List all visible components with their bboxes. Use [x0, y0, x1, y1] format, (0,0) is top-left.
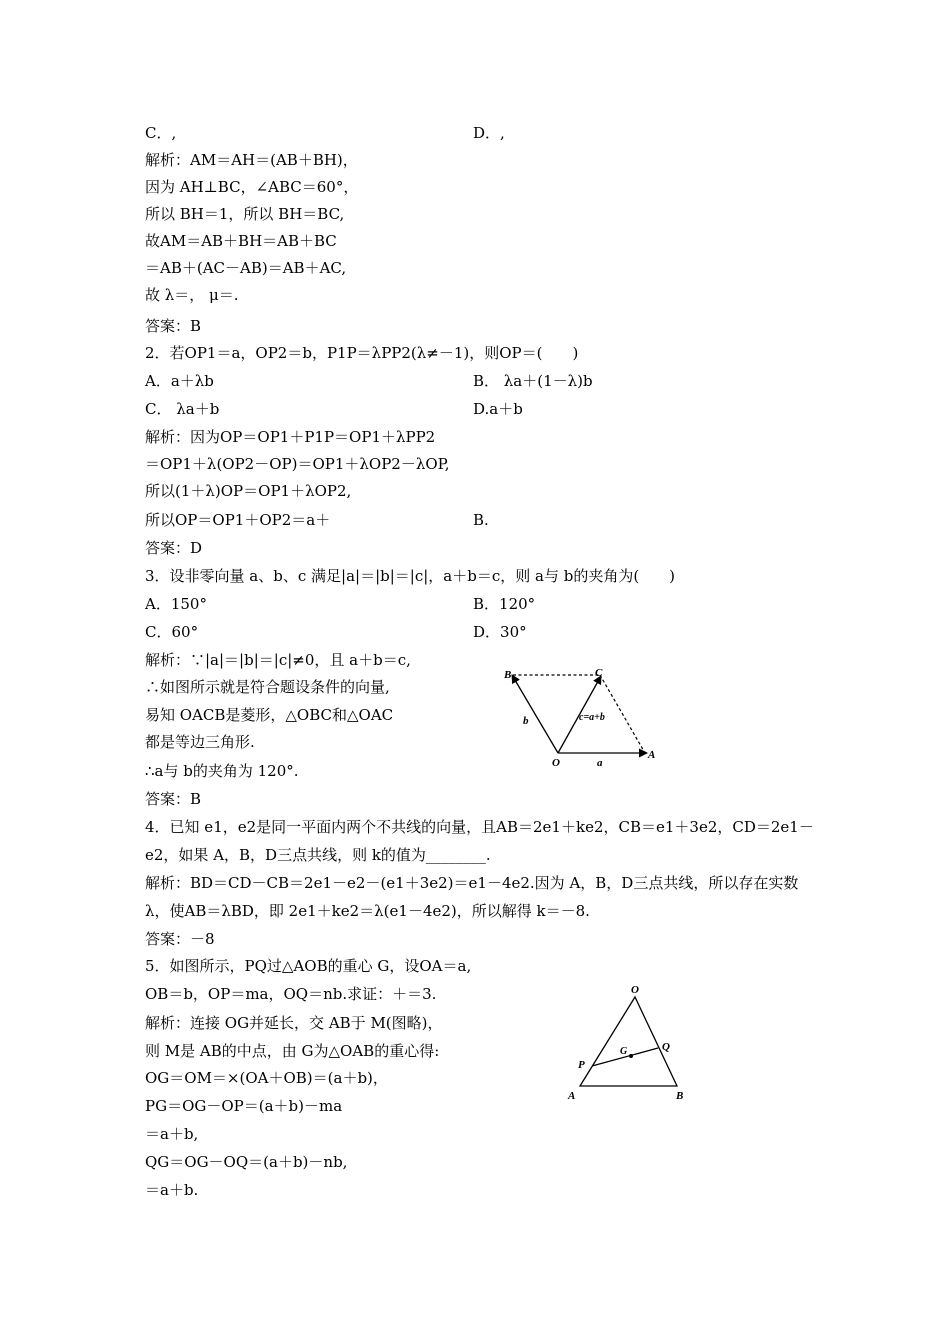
- vector-b: [512, 675, 558, 753]
- label-P: P: [578, 1059, 585, 1071]
- label-B: B: [504, 669, 512, 681]
- text-line: ＝AB＋(AC－AB)＝AB＋AC,: [145, 259, 347, 277]
- text-line: 2．若OP1＝a，OP2＝b，P1P＝λPP2(λ≠－1)，则OP＝( ): [145, 344, 579, 362]
- label-c: c=a+b: [579, 712, 605, 723]
- label-b: b: [523, 715, 529, 727]
- text-line: ∴如图所示就是符合题设条件的向量,: [145, 678, 390, 696]
- text-line: ∴a与 b的夹角为 120°.: [145, 762, 299, 780]
- text-line: λ，使AB＝λBD，即 2e1＋ke2＝λ(e1－4e2)，所以解得 k＝－8.: [145, 902, 590, 920]
- text-line: 答案：D: [145, 539, 203, 557]
- text-line: PG＝OG－OP＝(a＋b)－ma: [145, 1097, 343, 1115]
- text-line: e2，如果 A，B，D三点共线，则 k的值为________.: [145, 846, 491, 864]
- text-line: ＝a＋b,: [145, 1125, 199, 1143]
- label-Q: Q: [662, 1041, 670, 1053]
- label-A: A: [568, 1090, 576, 1102]
- text-line: C．,: [145, 124, 177, 142]
- text-line: A．150°: [145, 595, 207, 613]
- text-line: OB＝b，OP＝ma，OQ＝nb.求证：＋＝3.: [145, 985, 437, 1003]
- text-line: 解析：BD＝CD－CB＝2e1－e2－(e1＋3e2)＝e1－4e2.因为 A，B，D三点共线，所以存在实数: [145, 874, 799, 892]
- label-O: O: [552, 757, 560, 769]
- rhombus-figure: [495, 662, 665, 772]
- text-line: 所以 BH＝1，所以 BH＝BC,: [145, 205, 345, 223]
- text-line: B.: [473, 511, 489, 529]
- text-line: 所以OP＝OP1＋OP2＝a＋: [145, 511, 331, 529]
- text-line: D.a＋b: [473, 400, 523, 418]
- text-line: 解析：AM＝AH＝(AB＋BH)，: [145, 151, 358, 169]
- label-C: C: [595, 667, 603, 679]
- text-line: 5．如图所示，PQ过△AOB的重心 G，设OA＝a,: [145, 957, 472, 975]
- text-line: 故AM＝AB＋BH＝AB＋BC: [145, 232, 337, 250]
- text-line: 解析：因为OP＝OP1＋P1P＝OP1＋λPP2: [145, 428, 436, 446]
- text-line: C．60°: [145, 623, 199, 641]
- text-line: 则 M是 AB的中点，由 G为△OAB的重心得:: [145, 1042, 440, 1060]
- text-line: 都是等边三角形.: [145, 733, 255, 751]
- text-line: B．120°: [473, 595, 536, 613]
- dashed-ca: [600, 675, 645, 753]
- text-line: 4．已知 e1，e2是同一平面内两个不共线的向量，且AB＝2e1＋ke2，CB＝e1＋3e2，CD＝2e1－: [145, 818, 814, 836]
- text-line: 因为 AH⊥BC，∠ABC＝60°，: [145, 178, 359, 196]
- text-line: D．,: [473, 124, 505, 142]
- text-line: OG＝OM＝×(OA＋OB)＝(a＋b)，: [145, 1069, 388, 1087]
- text-line: C． λa＋b: [145, 400, 220, 418]
- label-O: O: [631, 984, 639, 996]
- text-line: 答案：－8: [145, 930, 215, 948]
- text-line: 所以(1＋λ)OP＝OP1＋λOP2,: [145, 482, 352, 500]
- text-line: 3．设非零向量 a、b、c 满足|a|＝|b|＝|c|，a＋b＝c，则 a与 b的夹角为( ): [145, 567, 676, 585]
- text-line: ＝OP1＋λ(OP2－OP)＝OP1＋λOP2－λOP,: [145, 455, 450, 473]
- text-line: 解析：连接 OG并延长，交 AB于 M(图略)，: [145, 1014, 443, 1032]
- text-line: B． λa＋(1－λ)b: [473, 372, 593, 390]
- centroid-g: [629, 1054, 633, 1058]
- text-line: ＝a＋b.: [145, 1181, 199, 1199]
- text-line: 答案：B: [145, 790, 202, 808]
- text-line: QG＝OG－OQ＝(a＋b)－nb,: [145, 1153, 348, 1171]
- text-line: D．30°: [473, 623, 527, 641]
- text-line: 故 λ＝， μ＝.: [145, 286, 239, 304]
- text-line: A．a＋λb: [145, 372, 214, 390]
- text-line: 答案：B: [145, 317, 202, 335]
- text-line: 易知 OACB是菱形，△OBC和△OAC: [145, 706, 394, 724]
- label-G: G: [620, 1046, 628, 1057]
- text-line: 解析：∵|a|＝|b|＝|c|≠0，且 a＋b＝c,: [145, 651, 411, 669]
- label-B: B: [676, 1090, 684, 1102]
- label-A: A: [648, 749, 656, 761]
- triangle-figure: [560, 982, 700, 1107]
- label-a: a: [597, 757, 603, 769]
